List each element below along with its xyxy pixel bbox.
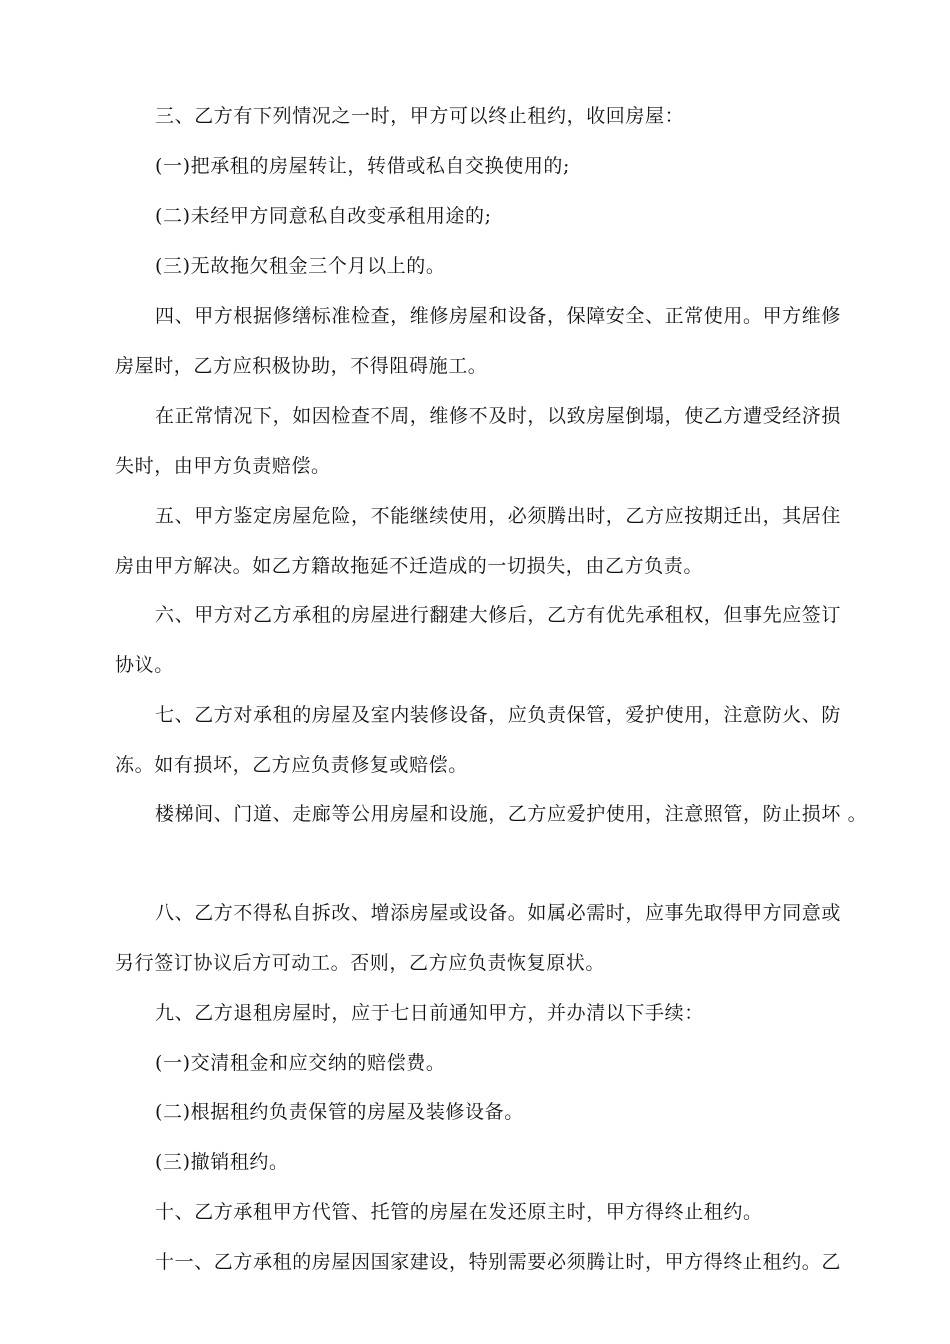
- paragraph-line: 协议。: [115, 654, 174, 676]
- paragraph-line: 八、乙方不得私自拆改、增添房屋或设备。如属必需时，应事先取得甲方同意或: [155, 902, 842, 924]
- paragraph-line: (二)根据租约负责保管的房屋及装修设备。: [155, 1101, 524, 1123]
- paragraph-line: 失时，由甲方负责赔偿。: [115, 455, 331, 477]
- paragraph-line: 十一、乙方承租的房屋因国家建设，特别需要必须腾让时，甲方得终止租约。乙: [155, 1251, 842, 1273]
- paragraph-line: (二)未经甲方同意私自改变承租用途的;: [155, 205, 492, 227]
- paragraph-line: (三)撤销租约。: [155, 1151, 289, 1173]
- paragraph-line: 四、甲方根据修缮标准检查，维修房屋和设备，保障安全、正常使用。甲方维修: [155, 305, 842, 327]
- paragraph-line: 五、甲方鉴定房屋危险，不能继续使用，必须腾出时，乙方应按期迁出，其居住: [155, 505, 842, 527]
- paragraph-line: 楼梯间、门道、走廊等公用房屋和设施，乙方应爱护使用，注意照管，防止损坏 。: [155, 803, 868, 825]
- paragraph-line: 三、乙方有下列情况之一时，甲方可以终止租约，收回房屋：: [155, 105, 685, 127]
- paragraph-line: 在正常情况下，如因检查不周，维修不及时，以致房屋倒塌，使乙方遭受经济损: [155, 405, 842, 427]
- paragraph-line: (一)把承租的房屋转让，转借或私自交换使用的;: [155, 155, 571, 177]
- paragraph-line: 七、乙方对承租的房屋及室内装修设备，应负责保管，爱护使用，注意防火、防: [155, 704, 842, 726]
- paragraph-line: 另行签订协议后方可动工。否则，乙方应负责恢复原状。: [115, 952, 606, 974]
- paragraph-line: 六、甲方对乙方承租的房屋进行翻建大修后，乙方有优先承租权，但事先应签订: [155, 604, 842, 626]
- paragraph-line: 九、乙方退租房屋时，应于七日前通知甲方，并办清以下手续：: [155, 1002, 704, 1024]
- paragraph-line: 冻。如有损坏，乙方应负责修复或赔偿。: [115, 754, 468, 776]
- paragraph-line: (一)交清租金和应交纳的赔偿费。: [155, 1052, 446, 1074]
- paragraph-line: (三)无故拖欠租金三个月以上的。: [155, 255, 446, 277]
- paragraph-line: 房屋时，乙方应积极协助，不得阻碍施工。: [115, 355, 488, 377]
- paragraph-line: 房由甲方解决。如乙方籍故拖延不迁造成的一切损失，由乙方负责。: [115, 555, 704, 577]
- paragraph-line: 十、乙方承租甲方代管、托管的房屋在发还原主时，甲方得终止租约。: [155, 1201, 763, 1223]
